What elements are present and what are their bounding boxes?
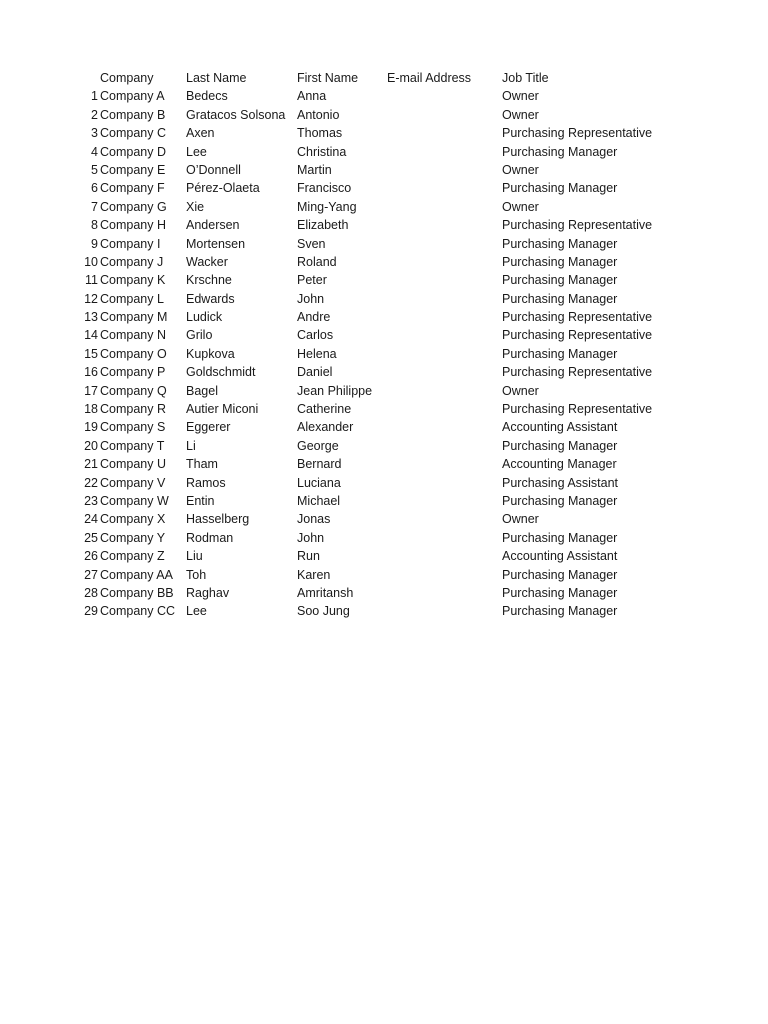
cell-job-title: Purchasing Manager — [502, 181, 618, 196]
cell-job-title: Accounting Manager — [502, 457, 617, 472]
table-row — [0, 418, 768, 436]
cell-last-name: Toh — [186, 567, 207, 582]
cell-job-title: Purchasing Manager — [502, 236, 618, 251]
cell-id: 23 — [84, 493, 98, 508]
cell-id: 3 — [91, 126, 98, 141]
cell-company: Company A — [100, 89, 165, 104]
cell-company: Company I — [100, 236, 161, 251]
cell-company: Company T — [100, 438, 165, 453]
cell-company: Company L — [100, 291, 164, 306]
cell-first-name: Helena — [297, 346, 337, 361]
cell-id: 16 — [84, 365, 98, 380]
table-row — [0, 345, 768, 363]
cell-job-title: Purchasing Representative — [502, 218, 653, 233]
cell-job-title: Purchasing Representative — [502, 126, 653, 141]
table-row — [0, 124, 768, 142]
table-row — [0, 271, 768, 289]
cell-last-name: Lee — [186, 604, 207, 619]
cell-first-name: Jonas — [297, 512, 331, 527]
cell-first-name: Amritansh — [297, 585, 354, 600]
table-body — [0, 87, 768, 620]
cell-id: 28 — [84, 585, 98, 600]
cell-last-name: Kupkova — [186, 346, 235, 361]
cell-company: Company H — [100, 218, 166, 233]
cell-first-name: Elizabeth — [297, 218, 349, 233]
table-row — [0, 382, 768, 400]
cell-first-name: Christina — [297, 144, 347, 159]
cell-job-title: Purchasing Manager — [502, 144, 618, 159]
cell-company: Company N — [100, 328, 166, 343]
cell-company: Company CC — [100, 604, 176, 619]
table-row — [0, 474, 768, 492]
table-row — [0, 547, 768, 565]
cell-first-name: John — [297, 530, 325, 545]
cell-id: 9 — [91, 236, 98, 251]
cell-company: Company B — [100, 107, 166, 122]
cell-last-name: Pérez-Olaeta — [186, 181, 260, 196]
cell-id: 4 — [91, 144, 98, 159]
cell-first-name: John — [297, 291, 325, 306]
cell-id: 1 — [91, 89, 98, 104]
cell-first-name: George — [297, 438, 339, 453]
cell-last-name: Autier Miconi — [186, 402, 259, 417]
header-email: E-mail Address — [387, 71, 472, 85]
table-row — [0, 106, 768, 124]
table-row — [0, 455, 768, 473]
cell-id: 21 — [84, 457, 98, 472]
cell-first-name: Peter — [297, 273, 327, 288]
cell-job-title: Purchasing Manager — [502, 291, 618, 306]
cell-first-name: Carlos — [297, 328, 334, 343]
cell-job-title: Accounting Assistant — [502, 549, 618, 564]
cell-last-name: Xie — [186, 199, 205, 214]
cell-last-name: Eggerer — [186, 420, 231, 435]
cell-last-name: Bedecs — [186, 89, 228, 104]
cell-first-name: Roland — [297, 254, 337, 269]
cell-last-name: O’Donnell — [186, 162, 241, 177]
cell-last-name: Hasselberg — [186, 512, 250, 527]
cell-first-name: Andre — [297, 310, 331, 325]
contacts-table — [0, 69, 768, 621]
table-row — [0, 566, 768, 584]
table-row — [0, 308, 768, 326]
cell-job-title: Purchasing Manager — [502, 585, 618, 600]
cell-id: 17 — [84, 383, 98, 398]
cell-company: Company O — [100, 346, 167, 361]
cell-first-name: Run — [297, 549, 320, 564]
table-row — [0, 87, 768, 105]
cell-last-name: Grilo — [186, 328, 213, 343]
cell-id: 27 — [84, 567, 98, 582]
header-job-title: Job Title — [502, 71, 549, 85]
cell-job-title: Purchasing Manager — [502, 346, 618, 361]
table-row — [0, 510, 768, 528]
cell-id: 12 — [84, 291, 98, 306]
cell-last-name: Tham — [186, 457, 218, 472]
cell-last-name: Liu — [186, 549, 203, 564]
cell-id: 22 — [84, 475, 98, 490]
cell-company: Company E — [100, 162, 166, 177]
cell-company: Company V — [100, 475, 166, 490]
header-company: Company — [100, 71, 154, 85]
cell-id: 14 — [84, 328, 98, 343]
cell-company: Company X — [100, 512, 166, 527]
cell-company: Company BB — [100, 585, 174, 600]
cell-job-title: Purchasing Manager — [502, 273, 618, 288]
cell-id: 2 — [91, 107, 98, 122]
cell-last-name: Entin — [186, 493, 215, 508]
cell-job-title: Purchasing Manager — [502, 493, 618, 508]
table-row — [0, 602, 768, 620]
cell-id: 29 — [84, 604, 98, 619]
cell-id: 6 — [91, 181, 98, 196]
table-row — [0, 363, 768, 381]
cell-first-name: Jean Philippe — [297, 383, 373, 398]
cell-last-name: Ludick — [186, 310, 223, 325]
cell-job-title: Purchasing Manager — [502, 604, 618, 619]
cell-job-title: Owner — [502, 107, 539, 122]
cell-job-title: Owner — [502, 199, 539, 214]
table-row — [0, 584, 768, 602]
cell-company: Company P — [100, 365, 166, 380]
cell-first-name: Anna — [297, 89, 327, 104]
cell-id: 7 — [91, 199, 98, 214]
cell-company: Company Q — [100, 383, 167, 398]
table-row — [0, 253, 768, 271]
cell-company: Company K — [100, 273, 166, 288]
cell-job-title: Owner — [502, 162, 539, 177]
cell-company: Company F — [100, 181, 165, 196]
cell-last-name: Goldschmidt — [186, 365, 256, 380]
cell-id: 25 — [84, 530, 98, 545]
cell-company: Company U — [100, 457, 166, 472]
table-row — [0, 161, 768, 179]
header-first-name: First Name — [297, 71, 359, 85]
cell-first-name: Sven — [297, 236, 326, 251]
cell-job-title: Accounting Assistant — [502, 420, 618, 435]
cell-company: Company S — [100, 420, 166, 435]
cell-company: Company AA — [100, 567, 173, 582]
cell-id: 13 — [84, 310, 98, 325]
cell-company: Company R — [100, 402, 166, 417]
cell-last-name: Wacker — [186, 254, 228, 269]
table-row — [0, 198, 768, 216]
cell-job-title: Purchasing Representative — [502, 402, 653, 417]
cell-job-title: Purchasing Representative — [502, 310, 653, 325]
table-header-row — [0, 69, 768, 87]
cell-company: Company J — [100, 254, 164, 269]
cell-company: Company Z — [100, 549, 165, 564]
table-row — [0, 143, 768, 161]
cell-job-title: Purchasing Manager — [502, 567, 618, 582]
cell-first-name: Ming-Yang — [297, 199, 357, 214]
table-row — [0, 326, 768, 344]
cell-id: 8 — [91, 218, 98, 233]
cell-last-name: Edwards — [186, 291, 235, 306]
cell-id: 24 — [84, 512, 98, 527]
cell-last-name: Gratacos Solsona — [186, 107, 286, 122]
cell-last-name: Mortensen — [186, 236, 246, 251]
cell-id: 15 — [84, 346, 98, 361]
cell-first-name: Luciana — [297, 475, 341, 490]
cell-first-name: Catherine — [297, 402, 352, 417]
cell-first-name: Michael — [297, 493, 341, 508]
cell-job-title: Owner — [502, 512, 539, 527]
cell-job-title: Purchasing Manager — [502, 438, 618, 453]
table-row — [0, 529, 768, 547]
cell-id: 26 — [84, 549, 98, 564]
cell-last-name: Li — [186, 438, 196, 453]
cell-first-name: Alexander — [297, 420, 354, 435]
cell-last-name: Krschne — [186, 273, 232, 288]
cell-last-name: Raghav — [186, 585, 230, 600]
table-row — [0, 437, 768, 455]
cell-id: 19 — [84, 420, 98, 435]
cell-job-title: Purchasing Manager — [502, 530, 618, 545]
cell-company: Company G — [100, 199, 167, 214]
cell-last-name: Bagel — [186, 383, 218, 398]
cell-id: 5 — [91, 162, 98, 177]
cell-company: Company W — [100, 493, 169, 508]
cell-last-name: Axen — [186, 126, 215, 141]
cell-first-name: Antonio — [297, 107, 340, 122]
cell-job-title: Owner — [502, 89, 539, 104]
cell-first-name: Thomas — [297, 126, 343, 141]
cell-first-name: Daniel — [297, 365, 333, 380]
cell-first-name: Martin — [297, 162, 332, 177]
cell-job-title: Purchasing Assistant — [502, 475, 619, 490]
table-row — [0, 235, 768, 253]
cell-job-title: Purchasing Representative — [502, 365, 653, 380]
cell-id: 20 — [84, 438, 98, 453]
cell-first-name: Karen — [297, 567, 331, 582]
header-last-name: Last Name — [186, 71, 247, 85]
table-row — [0, 492, 768, 510]
cell-id: 10 — [84, 254, 98, 269]
cell-last-name: Rodman — [186, 530, 234, 545]
table-row — [0, 216, 768, 234]
cell-last-name: Ramos — [186, 475, 226, 490]
cell-company: Company D — [100, 144, 166, 159]
cell-job-title: Purchasing Representative — [502, 328, 653, 343]
table-row — [0, 290, 768, 308]
cell-first-name: Bernard — [297, 457, 342, 472]
table-row — [0, 400, 768, 418]
cell-company: Company Y — [100, 530, 166, 545]
cell-job-title: Owner — [502, 383, 539, 398]
cell-id: 11 — [85, 273, 98, 288]
cell-last-name: Andersen — [186, 218, 240, 233]
cell-company: Company C — [100, 126, 166, 141]
table-row — [0, 179, 768, 197]
cell-first-name: Soo Jung — [297, 604, 350, 619]
cell-company: Company M — [100, 310, 168, 325]
cell-job-title: Purchasing Manager — [502, 254, 618, 269]
cell-last-name: Lee — [186, 144, 207, 159]
cell-id: 18 — [84, 402, 98, 417]
cell-first-name: Francisco — [297, 181, 352, 196]
